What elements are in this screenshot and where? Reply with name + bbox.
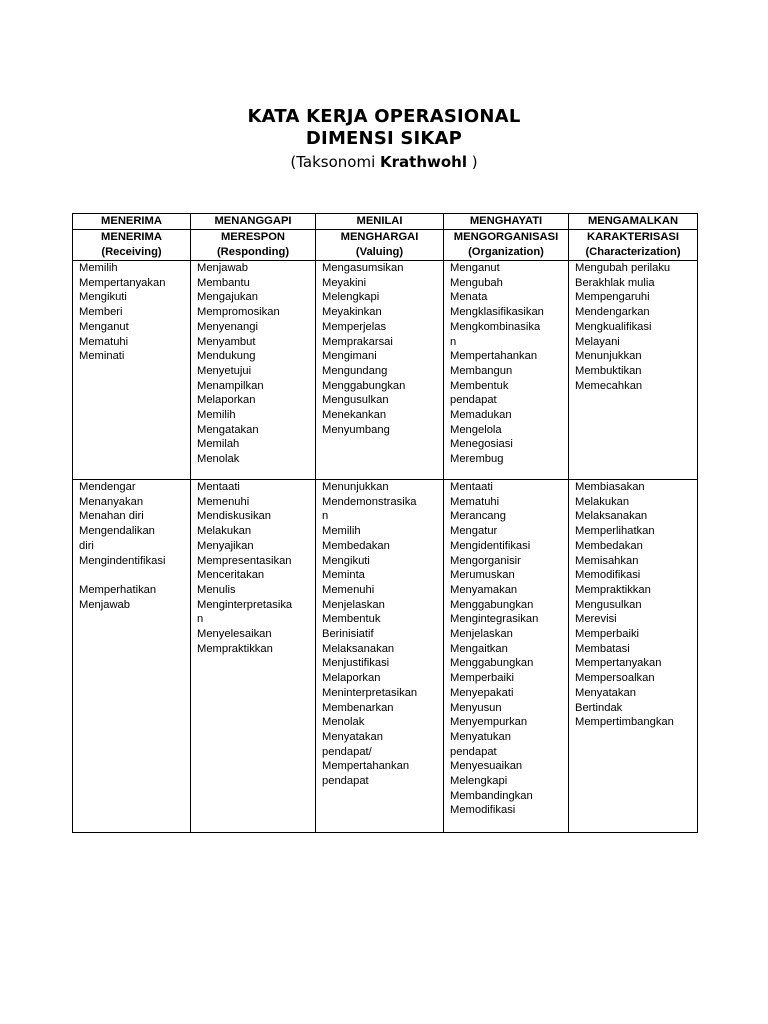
verb-item: Mendemonstrasika — [322, 495, 417, 508]
table-row — [73, 261, 698, 480]
verb-item: Memenuhi — [197, 495, 250, 508]
verb-item: Menunjukkan — [575, 350, 642, 363]
verb-item: Memperhatikan — [79, 583, 157, 596]
verb-item: Memilih — [79, 262, 118, 274]
verb-item: Memadukan — [450, 409, 512, 422]
verb-item: Memenuhi — [322, 583, 375, 596]
verb-item: Menolak — [322, 716, 365, 729]
verb-item: Membenarkan — [322, 701, 394, 714]
verb-item: Merumuskan — [450, 569, 515, 582]
header-sub: (Characterization) — [585, 245, 681, 258]
verb-item: Memilah — [197, 438, 240, 451]
verb-item: Membedakan — [322, 539, 390, 552]
verb-item: Menyatukan — [450, 730, 511, 743]
verb-item: Mengorganisir — [450, 554, 521, 567]
document-title: KATA KERJA OPERASIONAL — [247, 106, 521, 127]
verb-item: Meminta — [322, 569, 365, 582]
verb-item: Membantu — [197, 276, 250, 289]
verb-item: Menjawab — [79, 598, 130, 611]
verb-item: Mendengar — [79, 481, 136, 493]
header-row-english — [73, 230, 698, 261]
verb-item: Memperlihatkan — [575, 525, 655, 538]
verb-item: Melakukan — [575, 495, 630, 508]
verb-item: Menganut — [79, 320, 129, 333]
verb-item: Mengikuti — [322, 554, 370, 567]
verb-item: Merembug — [450, 453, 504, 466]
verb-item: Mengubah — [450, 276, 503, 289]
verb-item: Mengaitkan — [450, 642, 508, 655]
verb-item: Mematuhi — [450, 495, 500, 508]
verb-item: Menyatakan — [575, 686, 636, 699]
verb-item: Memperbaiki — [575, 628, 640, 641]
verb-item: Melaporkan — [322, 672, 381, 685]
verb-item: Membiasakan — [575, 481, 645, 493]
verb-item: Mengklasifikasikan — [450, 306, 544, 319]
header-row-indonesian — [73, 214, 698, 230]
verb-item: Meninterpretasikan — [322, 686, 418, 699]
header-main: MENERIMA — [101, 231, 162, 243]
header-cell: MENILAI — [316, 214, 444, 230]
verb-cell — [191, 480, 316, 833]
verb-item: Memilih — [197, 409, 236, 422]
verb-item: Mengusulkan — [322, 394, 389, 407]
verb-item: Memilih — [322, 525, 361, 538]
verb-item: Menggabungkan — [450, 657, 534, 670]
verb-item: Menegosiasi — [450, 438, 513, 451]
verb-item: Mempersoalkan — [575, 672, 655, 685]
verb-item: n — [450, 335, 457, 348]
verb-item: Mengikuti — [79, 291, 127, 304]
verb-item: Memodifikasi — [575, 569, 641, 582]
verb-item: Meyakini — [322, 276, 367, 289]
verb-item: Memberi — [79, 306, 123, 319]
verb-item: Mengidentifikasi — [450, 539, 531, 552]
verb-item: Mengubah perilaku — [575, 262, 671, 274]
verb-item: Membandingkan — [450, 789, 533, 802]
verb-item: Mengasumsikan — [322, 262, 404, 274]
verb-item: Memisahkan — [575, 554, 639, 567]
verb-item: Membuktikan — [575, 364, 642, 377]
verb-item: Mengkombinasika — [450, 320, 541, 333]
verb-item: Mengimani — [322, 350, 377, 363]
verb-cell — [191, 261, 316, 480]
verb-item: Menyenangi — [197, 320, 258, 333]
verb-item: Memperbaiki — [450, 672, 515, 685]
header-sub: (Valuing) — [355, 245, 404, 258]
verb-item: Menahan diri — [79, 510, 144, 523]
header-cell — [569, 230, 698, 261]
verb-item: Mentaati — [197, 481, 240, 493]
verb-item: Mempraktikkan — [197, 642, 273, 655]
verb-item: Membangun — [450, 364, 513, 377]
header-sub: (Responding) — [216, 245, 290, 258]
verb-item: Membentuk — [322, 613, 381, 626]
verb-item: Melaporkan — [197, 394, 256, 407]
verb-item: Menata — [450, 291, 488, 304]
verb-item: Membedakan — [575, 539, 643, 552]
verb-item: Merancang — [450, 510, 506, 523]
taxonomy-caption-open: (Taksonomi — [290, 153, 381, 171]
verb-cell — [444, 480, 569, 833]
verb-item: Menyambut — [197, 335, 256, 348]
verb-item: Membentuk — [450, 379, 509, 392]
verb-item: diri — [79, 539, 94, 552]
taxonomy-caption-close: ) — [467, 153, 478, 171]
verb-item: Mempertahankan — [322, 760, 410, 773]
verb-item: Mengundang — [322, 364, 388, 377]
verb-item: Mengatakan — [197, 423, 259, 436]
verb-item: Memperjelas — [322, 320, 387, 333]
operational-verbs-table — [72, 213, 698, 833]
verb-cell — [73, 261, 191, 480]
verb-item: Mengintegrasikan — [450, 613, 539, 626]
verb-item: Mematuhi — [79, 335, 129, 348]
verb-item: Menyetujui — [197, 364, 252, 377]
header-main: MENGHARGAI — [340, 231, 419, 243]
verb-item: Mempertanyakan — [575, 657, 662, 670]
verb-item: pendapat — [322, 775, 369, 788]
header-cell: MENERIMA — [73, 214, 191, 230]
verb-item: Berinisiatif — [322, 628, 374, 641]
header-cell — [73, 230, 191, 261]
verb-cell — [444, 261, 569, 480]
header-cell: MENGAMALKAN — [569, 214, 698, 230]
title-block — [0, 106, 768, 173]
header-main: MENGORGANISASI — [453, 231, 559, 243]
verb-item: Menanyakan — [79, 495, 144, 508]
verb-item: Mempresentasikan — [197, 554, 292, 567]
verb-item: Menceritakan — [197, 569, 265, 582]
verb-item: Melakukan — [197, 525, 252, 538]
header-cell: MENGHAYATI — [444, 214, 569, 230]
verb-item: Menggabungkan — [450, 598, 534, 611]
table-body — [73, 261, 698, 833]
table-row — [73, 480, 698, 833]
verb-item: Bertindak — [575, 701, 623, 714]
verb-cell — [316, 261, 444, 480]
verb-item: Menunjukkan — [322, 481, 389, 493]
verb-item: n — [322, 510, 329, 523]
verb-item: Menampilkan — [197, 379, 264, 392]
verb-item: n — [197, 613, 204, 626]
verb-item: Menginterpretasika — [197, 598, 293, 611]
verb-item: Mentaati — [450, 481, 493, 493]
verb-cell — [73, 480, 191, 833]
verb-item: Mempertimbangkan — [575, 716, 674, 729]
taxonomy-caption-author: Krathwohl — [380, 153, 467, 171]
verb-item: Melaksanakan — [575, 510, 648, 523]
verb-item: Mengindentifikasi — [79, 554, 166, 567]
verb-item: Menjustifikasi — [322, 657, 390, 670]
verb-item: Menyumbang — [322, 423, 390, 436]
header-cell — [191, 230, 316, 261]
verb-item: pendapat — [450, 394, 497, 407]
verb-item: Mempromosikan — [197, 306, 280, 319]
verb-item: Mempertanyakan — [79, 276, 166, 289]
taxonomy-caption — [0, 151, 768, 173]
verb-item: Mengajukan — [197, 291, 258, 304]
header-main: MERESPON — [220, 231, 286, 243]
verb-cell — [569, 480, 698, 833]
verb-item: Menulis — [197, 583, 236, 596]
verb-item: Melengkapi — [322, 291, 380, 304]
verb-item: Menganut — [450, 262, 500, 274]
verb-item: Mengatur — [450, 525, 498, 538]
verb-item: Menjawab — [197, 262, 248, 274]
verb-item: Menyesuaikan — [450, 760, 523, 773]
verb-item: Memodifikasi — [450, 804, 516, 817]
verb-item: Meminati — [79, 350, 125, 363]
verb-item: Mendukung — [197, 350, 256, 363]
header-cell: MENANGGAPI — [191, 214, 316, 230]
verb-item: Mendiskusikan — [197, 510, 271, 523]
verb-item: Menyempurkan — [450, 716, 528, 729]
verb-item: Menyatakan — [322, 730, 383, 743]
verb-item: Menolak — [197, 453, 240, 466]
header-cell — [444, 230, 569, 261]
verb-item: Mengendalikan — [79, 525, 155, 538]
header-main: KARAKTERISASI — [587, 231, 679, 243]
header-sub: (Receiving) — [101, 245, 162, 258]
verb-item: Meyakinkan — [322, 306, 382, 319]
verb-item: Memprakarsai — [322, 335, 393, 348]
header-cell — [316, 230, 444, 261]
verb-item: Mengusulkan — [575, 598, 642, 611]
verb-item: Menyusun — [450, 701, 502, 714]
verb-item: Menjelaskan — [450, 628, 513, 641]
verb-item: Menggabungkan — [322, 379, 406, 392]
verb-item: Mempraktikkan — [575, 583, 651, 596]
verb-item: Berakhlak mulia — [575, 276, 655, 289]
verb-cell — [316, 480, 444, 833]
verb-item: Membatasi — [575, 642, 630, 655]
verb-item: Mendengarkan — [575, 306, 650, 319]
verb-item: Menyepakati — [450, 686, 514, 699]
verb-item: Mempertahankan — [450, 350, 538, 363]
verb-item: Menyamakan — [450, 583, 518, 596]
verb-item: Menekankan — [322, 409, 387, 422]
verb-item: Merevisi — [575, 613, 617, 626]
verb-item: pendapat/ — [322, 745, 372, 758]
verb-item: Menjelaskan — [322, 598, 385, 611]
verb-item: Mengelola — [450, 423, 502, 436]
verb-item: Mempengaruhi — [575, 291, 650, 304]
verb-item: Mengkualifikasi — [575, 320, 652, 333]
verb-item: Melengkapi — [450, 775, 508, 788]
header-sub: (Organization) — [468, 245, 544, 258]
verb-item: Menyajikan — [197, 539, 254, 552]
verb-item: Memecahkan — [575, 379, 643, 392]
verb-item: pendapat — [450, 745, 497, 758]
verb-item: Menyelesaikan — [197, 628, 272, 641]
document-subtitle-dimension: DIMENSI SIKAP — [305, 128, 463, 149]
verb-item — [79, 568, 190, 583]
verb-cell — [569, 261, 698, 480]
verb-item: Melaksanakan — [322, 642, 395, 655]
verb-item: Melayani — [575, 335, 620, 348]
